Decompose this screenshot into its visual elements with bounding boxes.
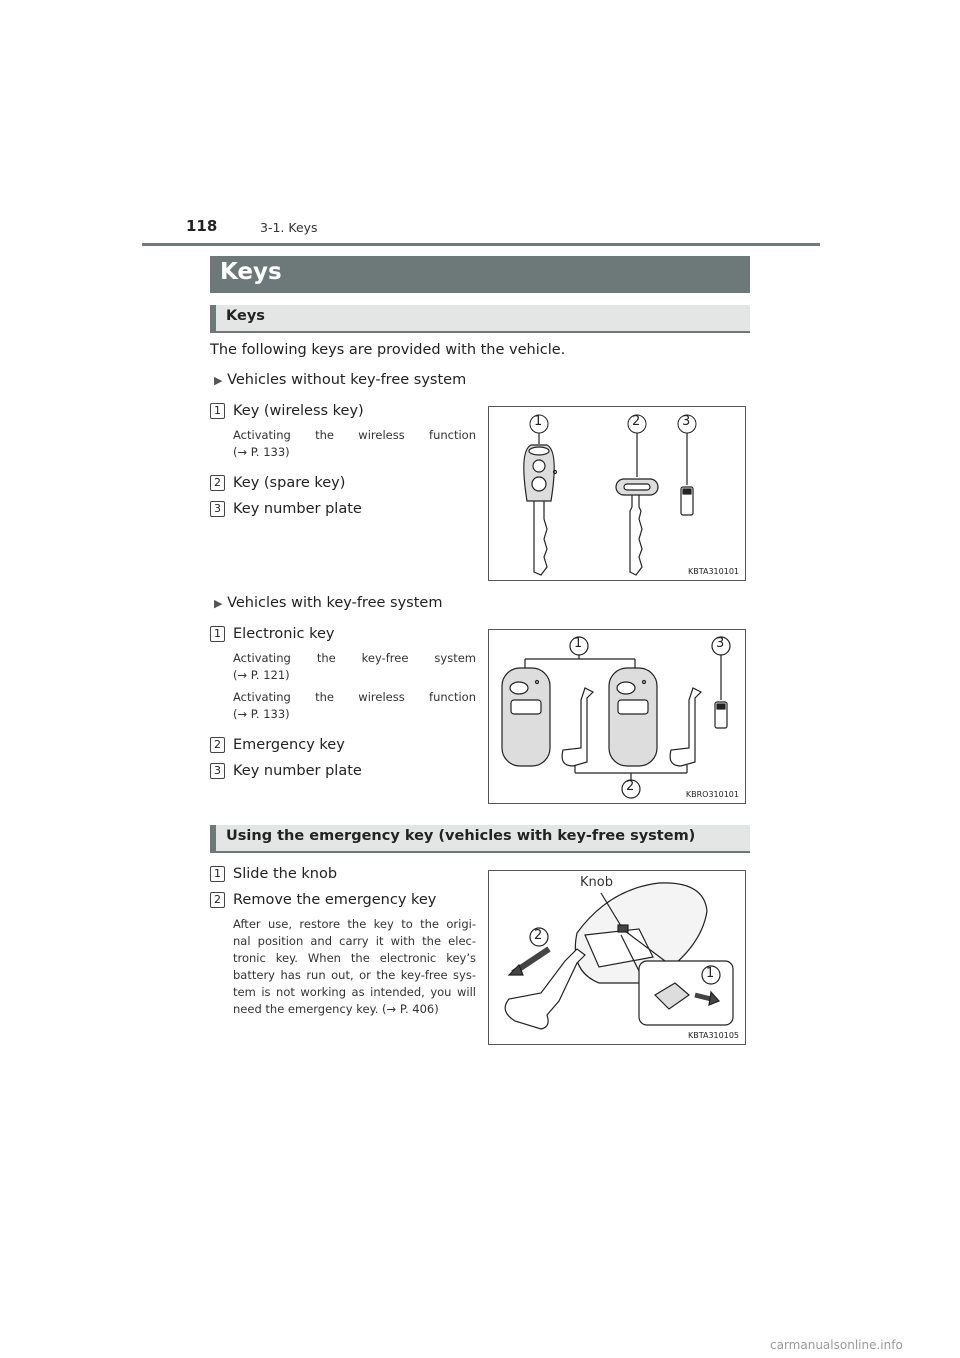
figure-callout: 1 bbox=[574, 636, 583, 651]
figure-callout: 1 bbox=[534, 414, 543, 429]
emergency-key-figure bbox=[488, 870, 746, 1045]
number-badge: 1 bbox=[210, 866, 225, 882]
keys-subheading bbox=[210, 305, 750, 333]
figure-callout: 2 bbox=[534, 928, 543, 943]
item-note: Activating the wireless function bbox=[233, 428, 476, 442]
figure-callout: 1 bbox=[706, 966, 715, 981]
list-item: 3 Key number plate bbox=[210, 763, 362, 779]
list-item: 2 Emergency key bbox=[210, 737, 345, 753]
intro-text: The following keys are provided with the vehicle. bbox=[210, 342, 566, 358]
page-reference-link[interactable]: (→ P. 133) bbox=[233, 707, 290, 721]
page-title: Keys bbox=[220, 259, 282, 285]
figure-callout: 2 bbox=[626, 779, 635, 794]
emergency-key-subheading bbox=[210, 825, 750, 853]
triangle-bullet-icon: ▶ bbox=[214, 597, 223, 610]
triangle-bullet-icon: ▶ bbox=[214, 374, 223, 387]
emergency-key-removal-illustration bbox=[489, 871, 745, 1044]
page-title-bar bbox=[210, 256, 750, 293]
item-note: Activating the wireless function bbox=[233, 690, 476, 704]
emergency-key-subheading-text: Using the emergency key (vehicles with key-free system) bbox=[226, 828, 696, 844]
number-badge: 2 bbox=[210, 475, 225, 491]
section-reference: 3-1. Keys bbox=[260, 220, 318, 235]
step-item: 1 Slide the knob bbox=[210, 866, 337, 882]
figure-callout: 3 bbox=[682, 414, 691, 429]
watermark: carmanualsonline.info bbox=[770, 1338, 903, 1352]
figure-callout: 3 bbox=[716, 636, 725, 651]
step-item: 2 Remove the emergency key bbox=[210, 892, 436, 908]
number-badge: 2 bbox=[210, 892, 225, 908]
number-badge: 3 bbox=[210, 501, 225, 517]
figure-code: KBTA310101 bbox=[687, 567, 739, 576]
without-keyfree-label: ▶ Vehicles without key-free system bbox=[214, 372, 467, 388]
keys-subheading-text: Keys bbox=[226, 308, 265, 324]
page-reference-link[interactable]: (→ P. 133) bbox=[233, 445, 290, 459]
page-reference-link[interactable]: need the emergency key. (→ P. 406) bbox=[233, 1002, 439, 1016]
number-badge: 3 bbox=[210, 763, 225, 779]
list-item: 3 Key number plate bbox=[210, 501, 362, 517]
figure-callout: 2 bbox=[632, 414, 641, 429]
emergency-key-note: After use, restore the key to the origi- nal position and carry it with the elec- tronic key. When the electronic key’s battery has run out, or the key-free sys- tem is not working as intended, you will need the emergency key. (→ P. 406) bbox=[233, 917, 476, 1016]
page-reference-link[interactable]: (→ P. 121) bbox=[233, 668, 290, 682]
header-divider bbox=[142, 243, 820, 246]
with-keyfree-label: ▶ Vehicles with key-free system bbox=[214, 595, 443, 611]
list-item: 1 Key (wireless key) bbox=[210, 403, 364, 419]
keys-figure bbox=[488, 406, 746, 581]
wireless-key-illustration bbox=[489, 407, 745, 580]
number-badge: 1 bbox=[210, 403, 225, 419]
figure-code: KBTA310105 bbox=[687, 1031, 739, 1040]
figure-code: KBRO310101 bbox=[685, 790, 739, 799]
list-item: 1 Electronic key bbox=[210, 626, 334, 642]
electronic-keys-figure bbox=[488, 629, 746, 804]
item-note: Activating the key-free system bbox=[233, 651, 476, 665]
number-badge: 2 bbox=[210, 737, 225, 753]
number-badge: 1 bbox=[210, 626, 225, 642]
knob-label: Knob bbox=[580, 875, 613, 890]
electronic-key-illustration bbox=[489, 630, 745, 803]
page-number: 118 bbox=[186, 217, 218, 235]
list-item: 2 Key (spare key) bbox=[210, 475, 345, 491]
